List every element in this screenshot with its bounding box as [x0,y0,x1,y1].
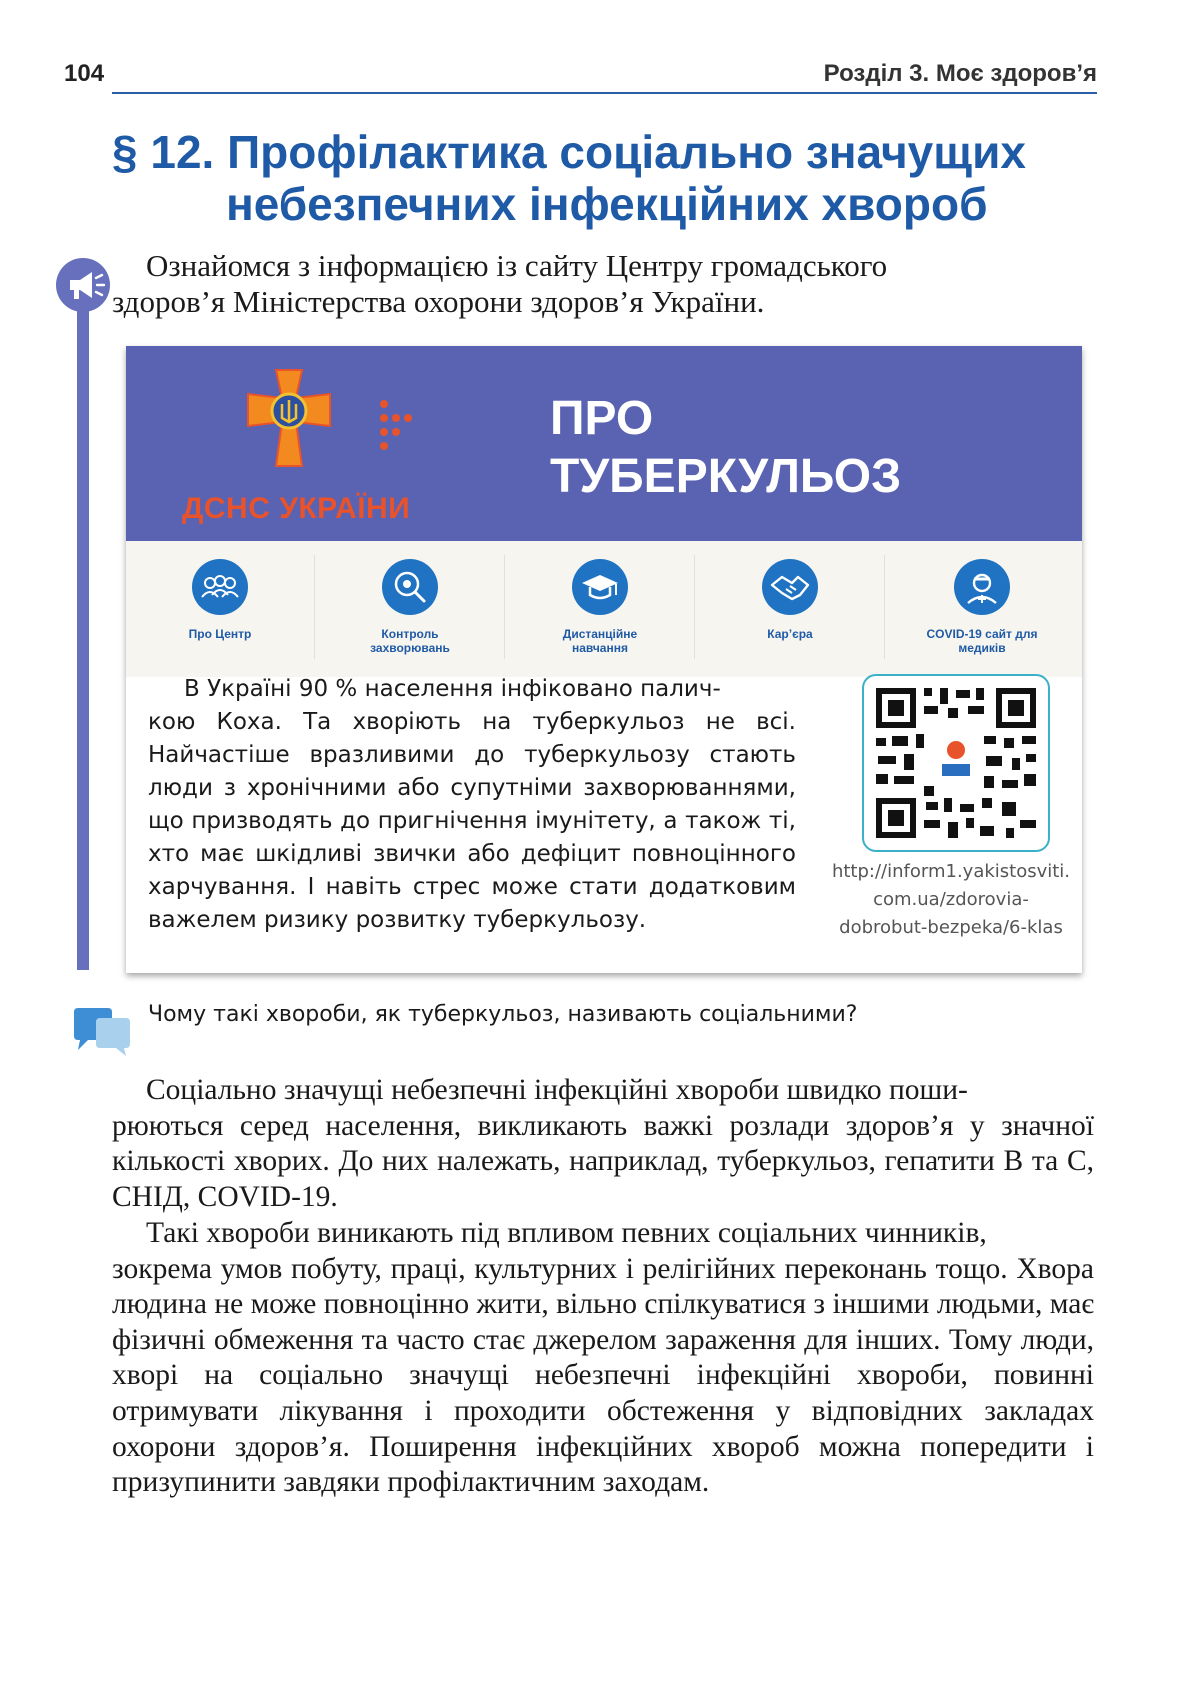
banner-title [550,390,901,506]
nav-label-covid: COVID-19 сайт для медиків [926,627,1038,655]
banner-title-line-1: ПРО [550,392,654,445]
fact-text-line-1: В Україні 90 % населення інфіковано палич- [184,676,721,702]
nav-divider [694,555,695,659]
nav-divider [884,555,885,659]
megaphone-icon [56,258,110,312]
page-number: 104 [64,60,105,87]
paragraph-2-first-line: Такі хвороби виникають під впливом певних соціальних чинників, [146,1217,987,1249]
section-title [112,126,1092,230]
intro-line-2: здоров’я Міністерства охорони здоров’я України. [112,284,765,319]
header-rule [112,92,1097,94]
qr-url[interactable] [826,858,1076,942]
handshake-icon [762,559,818,615]
title-line-1: § 12. Профілактика соціально значущих [112,126,1026,178]
intro-line-1: Ознайомся з інформацією із сайту Центру громадського [146,248,888,283]
website-screenshot-figure [126,346,1082,973]
virus-search-icon [382,559,438,615]
banner [126,346,1082,541]
nav-item-covid[interactable] [888,541,1076,677]
nav-item-disease-control[interactable] [316,541,504,677]
body-paragraph-2 [112,1216,1094,1501]
nav-label-distance-learning: Дистанційне навчання [562,627,638,655]
paragraph-1-first-line: Соціально значущі небезпечні інфекційні хвороби швидко поши- [146,1074,968,1106]
paragraph-1-rest: рюються серед населення, викликають важкі розлади здоров’я у значної кількості хворих. До них належать, наприклад, туберкульоз, гепатити В та С, СНІД, COVID-19. [112,1109,1094,1213]
nav-divider [314,555,315,659]
nav-label-about: Про Центр [188,627,252,641]
site-nav-strip [126,541,1082,677]
nav-label-career: Кар’єра [767,627,813,641]
tuberculosis-fact-text [148,673,796,937]
graduation-cap-icon [572,559,628,615]
doctor-icon [954,559,1010,615]
nav-item-about[interactable] [126,541,314,677]
nav-divider [504,555,505,659]
running-head: Розділ 3. Моє здоров’я [823,60,1097,87]
qr-url-line-3: dobrobut-bezpeka/6-klas [839,917,1063,938]
paragraph-2-rest: зокрема умов побуту, праці, культурних і релігійних переконань тощо. Хвора людина не може повноцінно жити, вільно спілкуватися з іншими людьми, має фізичні обмеження та часто стає джерелом зараження для інших. Тому люди, хворі на соціально значущі небезпечні інфекційні хвороби, повинні отримувати лікування і проходити обстеження у відповідних закладах охорони здоров’я. Поширення інфекційних хвороб можна попередити і призупинити завдяки профілактичним заходам. [112,1252,1094,1499]
qr-url-line-1: http://inform1.yakistosviti. [831,861,1071,882]
body-paragraph-1 [112,1073,1094,1215]
people-icon [192,559,248,615]
nav-item-career[interactable] [696,541,884,677]
title-line-2: небезпечних інфекційних хвороб [226,178,988,230]
banner-title-line-2: ТУБЕРКУЛЬОЗ [550,450,902,503]
discussion-icon [70,1006,134,1060]
nav-item-distance-learning[interactable] [506,541,694,677]
dsns-emblem-icon [244,366,334,470]
qr-code[interactable] [862,674,1050,852]
intro-text [112,248,1094,320]
fact-text-rest: кою Коха. Та хворіють на туберкульоз не всі. Найчастіше вразливими до туберкульозу стають люди з хронічними або супутніми захворюваннями, що призводять до пригнічення імунітету, а також ті, хто має шкідливі звички або дефіцит повноцінного харчування. І навіть стрес може стати додатковим важелем ризику розвитку туберкульозу. [148,709,796,933]
question-text: Чому такі хвороби, як туберкульоз, називають соціальними? [148,1002,858,1027]
qr-url-line-2: com.ua/zdorovia- [873,889,1029,910]
side-bar [77,310,89,970]
dsns-logo-label: ДСНС УКРАЇНИ [182,492,411,525]
nav-label-disease-control: Контроль захворювань [370,627,450,655]
dots-icon [376,398,416,454]
